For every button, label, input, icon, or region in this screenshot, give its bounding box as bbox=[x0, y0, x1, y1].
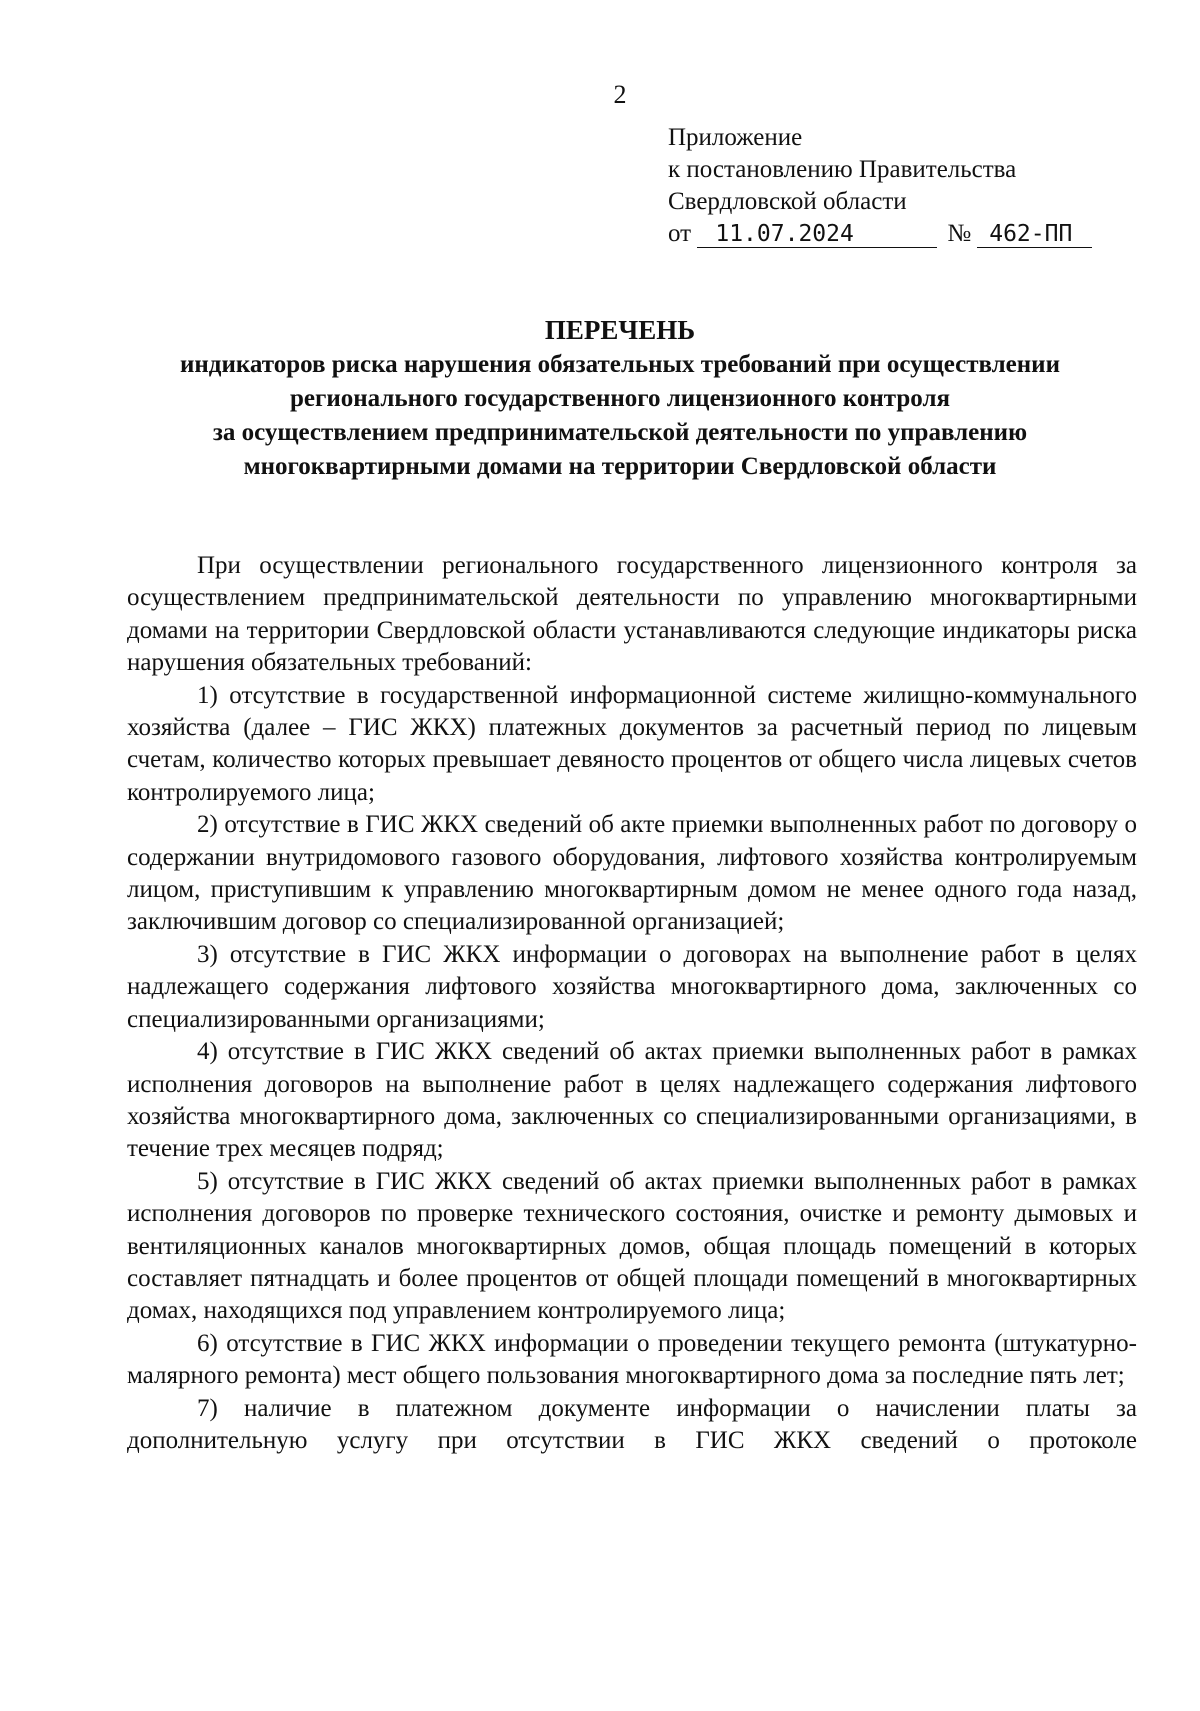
title-line-2: регионального государственного лицензионного контроля bbox=[289, 385, 950, 412]
title-subtitle bbox=[100, 348, 1140, 484]
document-number: 462-ПП bbox=[977, 221, 1092, 248]
indicator-item-4: 4) отсутствие в ГИС ЖКХ сведений об актах приемки выполненных работ в рамках исполнения договоров на выполнение работ в целях надлежащего содержания лифтового хозяйства многоквартирного дома, заключенных со специализированными организациями, в течение трех месяцев подряд; bbox=[127, 1038, 1137, 1163]
title-line-4: многоквартирными домами на территории Свердловской области bbox=[243, 453, 997, 480]
indicator-item-6: 6) отсутствие в ГИС ЖКХ информации о проведении текущего ремонта (штукатурно-малярного ремонта) мест общего пользования многоквартирного дома за последние пять лет; bbox=[127, 1329, 1137, 1390]
page-number: 2 bbox=[613, 80, 627, 109]
indicator-item-1: 1) отсутствие в государственной информационной системе жилищно-коммунального хозяйства (далее – ГИС ЖКХ) платежных документов за расчетный период по лицевым счетам, количество которых превышает девяносто процентов от общего числа лицевых счетов контролируемого лица; bbox=[127, 681, 1137, 806]
indicator-item-7: 7) наличие в платежном документе информации о начислении платы за дополнительную услугу при отсутствии в ГИС ЖКХ сведений о протоколе bbox=[127, 1394, 1137, 1454]
appendix-resolution-label: к постановлению Правительства bbox=[668, 156, 1017, 183]
document-date: 11.07.2024 bbox=[697, 221, 937, 248]
document-title bbox=[100, 312, 1140, 484]
date-prefix: от bbox=[668, 220, 692, 247]
appendix-region-label: Свердловской области bbox=[668, 188, 907, 215]
indicator-item-3: 3) отсутствие в ГИС ЖКХ информации о договорах на выполнение работ в целях надлежащего содержания лифтового хозяйства многоквартирного дома, заключенных со специализированными организациями; bbox=[127, 940, 1137, 1033]
title-main: ПЕРЕЧЕНЬ bbox=[544, 315, 696, 345]
title-line-1: индикаторов риска нарушения обязательных требований при осуществлении bbox=[180, 351, 1060, 378]
indicator-item-2: 2) отсутствие в ГИС ЖКХ сведений об акте приемки выполненных работ по договору о содержании внутридомового газового оборудования, лифтового хозяйства контролируемым лицом, приступившим к управлению многоквартирным домом не менее одного года назад, заключившим договор со специализированной организацией; bbox=[127, 811, 1137, 936]
intro-paragraph: При осуществлении регионального государственного лицензионного контроля за осуществлением предпринимательской деятельности по управлению многоквартирными домами на территории Свердловской области устанавливаются следующие индикаторы риска нарушения обязательных требований: bbox=[127, 552, 1137, 677]
appendix-label: Приложение bbox=[668, 124, 803, 151]
title-line-3: за осуществлением предпринимательской деятельности по управлению bbox=[212, 419, 1028, 446]
appendix-date-number-row bbox=[668, 218, 1092, 250]
appendix-header bbox=[668, 122, 1092, 250]
document-body bbox=[127, 550, 1137, 1457]
indicator-item-5: 5) отсутствие в ГИС ЖКХ сведений об актах приемки выполненных работ в рамках исполнения договоров по проверке технического состояния, очистке и ремонту дымовых и вентиляционных каналов многоквартирных домов, общая площадь помещений в которых составляет пятнадцать и более процентов от общей площади помещений в многоквартирных домах, находящихся под управлением контролируемого лица; bbox=[127, 1167, 1137, 1325]
number-sign: № bbox=[947, 220, 972, 247]
